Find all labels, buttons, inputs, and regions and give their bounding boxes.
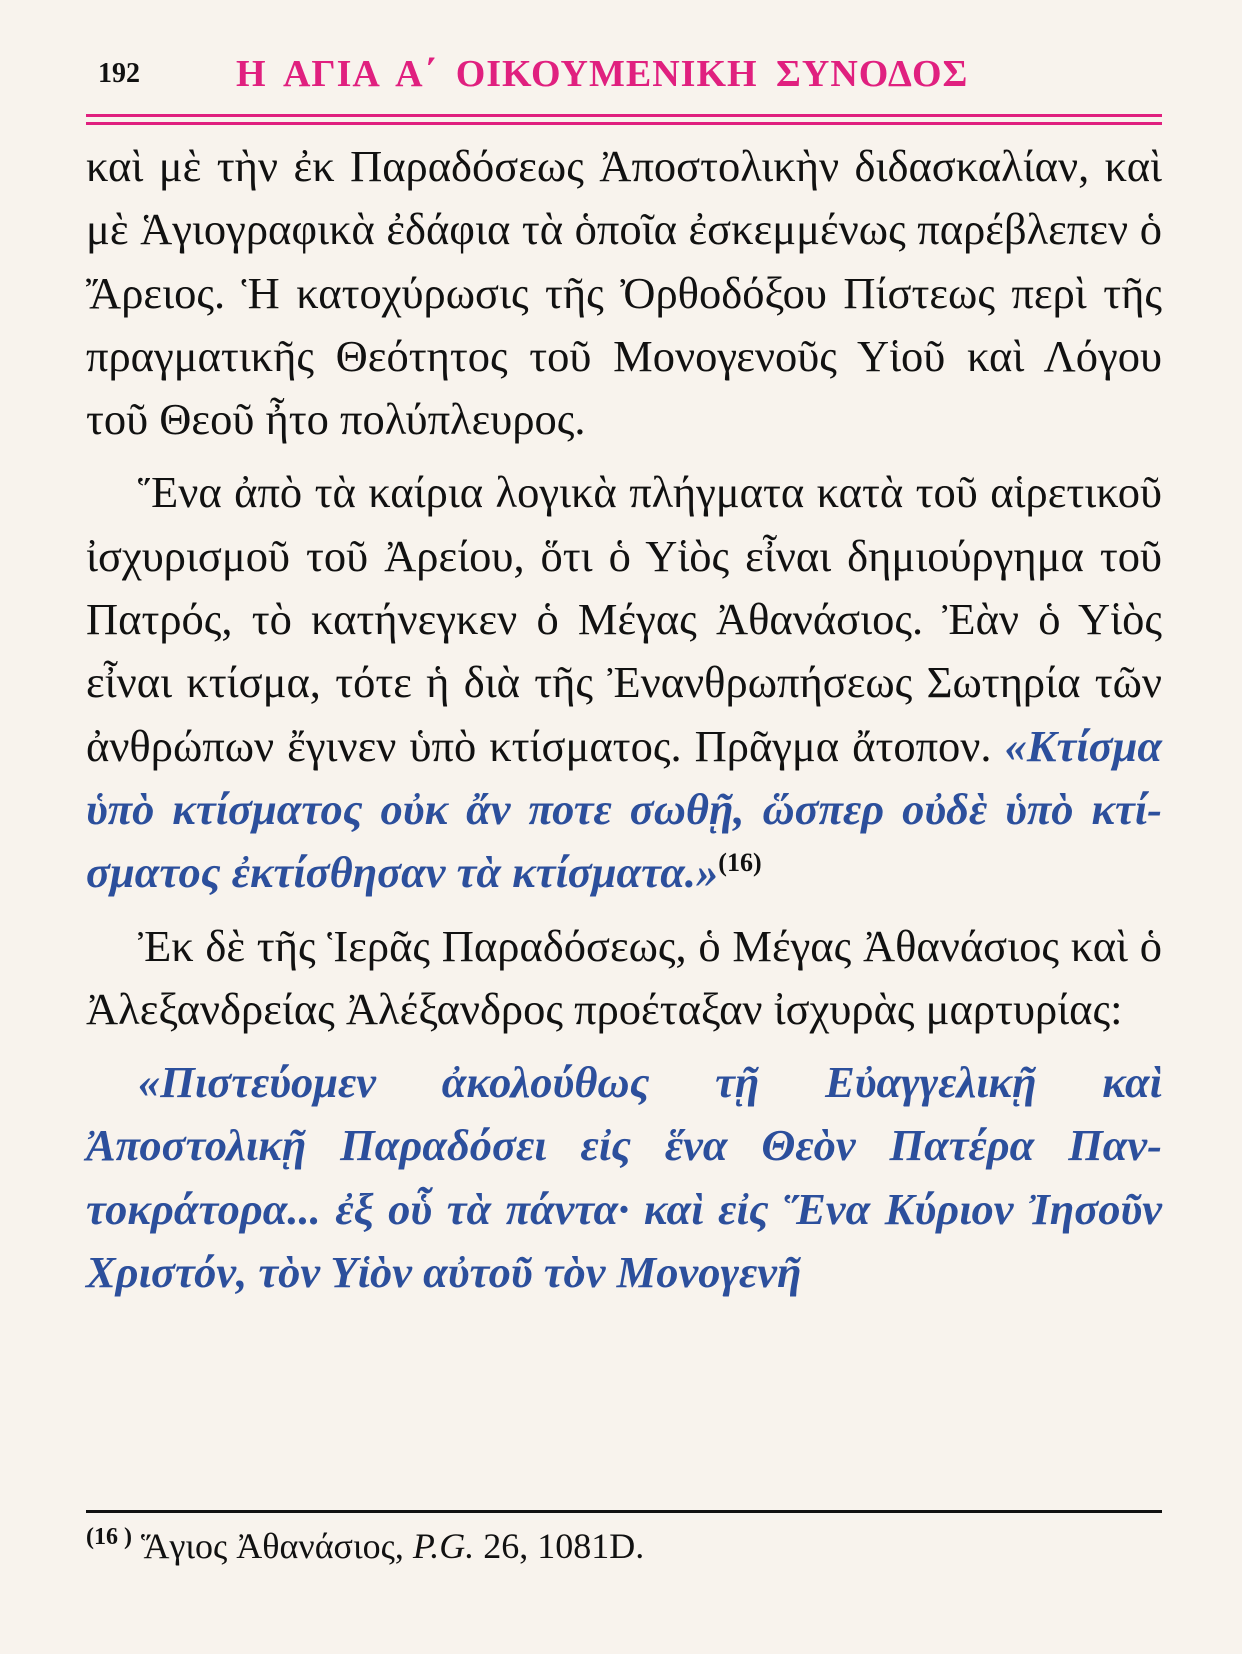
header-rule-top bbox=[86, 114, 1162, 117]
paragraph-1-text: καὶ μὲ τὴν ἐκ Παραδόσεως Ἀποστολικὴν διδασκαλίαν, καὶ μὲ Ἁγιογραφικὰ ἐδάφια τὰ ὁποῖα ἐσκεμμένως παρέβλεπεν ὁ Ἄρειος. Ἡ κατοχύρωσις τῆς Ὀρθοδόξου Πίστεως περὶ τῆς πραγματικῆς Θεότητος τοῦ Μονογενοῦς Υἱοῦ καὶ Λόγου τοῦ Θεοῦ ἦτο πολύπλευρος. bbox=[86, 141, 1162, 445]
page-number: 192 bbox=[98, 58, 140, 89]
footnote-rule bbox=[86, 1510, 1162, 1513]
footnote-reference: (16) bbox=[718, 848, 762, 878]
quote-athanasius: «Κτίσμα ὑπὸ κτίσματος οὐκ ἄν ποτε σωθῇ, ὥσπερ οὐδὲ ὑπὸ κτίσματος ἐκτίσθησαν τὰ κτίσματα.» bbox=[86, 720, 1162, 898]
running-title: Η ΑΓΙΑ Α΄ ΟΙΚΟΥΜΕΝΙΚΗ ΣΥΝΟΔΟΣ bbox=[236, 53, 969, 95]
running-header bbox=[86, 46, 1162, 102]
paragraph-2-text: Ἕνα ἀπὸ τὰ καίρια λογικὰ πλήγματα κατὰ τοῦ αἱρετικοῦ ἰσχυρισμοῦ τοῦ Ἀρείου, ὅτι ὁ Υἱὸς εἶναι δημιούργημα τοῦ Πατρός, τὸ κατήνεγκεν ὁ Μέγας Ἀθανάσιος. Ἐὰν ὁ Υἱὸς εἶναι κτίσμα, τότε ἡ διὰ τῆς Ἐνανθρωπήσεως Σωτηρία τῶν ἀνθρώπων ἔγινεν ὑπὸ κτίσματος. Πρᾶγμα ἄτοπον. bbox=[86, 467, 1162, 771]
footnote-text-before: Ἅγιος Ἀθανάσιος, bbox=[131, 1526, 413, 1566]
header-rule-bottom bbox=[86, 122, 1162, 125]
paragraph-1 bbox=[86, 135, 1162, 451]
paragraph-4-quote bbox=[86, 1051, 1162, 1304]
body-text bbox=[86, 135, 1162, 1304]
paragraph-3 bbox=[86, 915, 1162, 1042]
paragraph-2 bbox=[86, 461, 1162, 904]
paragraph-3-text: Ἐκ δὲ τῆς Ἱερᾶς Παραδόσεως, ὁ Μέγας Ἀθανάσιος καὶ ὁ Ἀλεξανδρείας Ἀλέξανδρος προέταξαν ἰσχυρὰς μαρτυρίας: bbox=[86, 920, 1162, 1034]
footnote bbox=[86, 1522, 1162, 1570]
page bbox=[86, 46, 1162, 1304]
footnote-mark: (16 ) bbox=[86, 1524, 132, 1550]
footnote-text-after: 26, 1081D. bbox=[474, 1526, 645, 1566]
footnote-italic: P.G. bbox=[412, 1526, 475, 1566]
creed-quote: «Πιστεύομεν ἀκολούθως τῇ Εὐαγγελικῇ καὶ Ἀποστολικῇ Παραδόσει εἰς ἕνα Θεὸν Πατέρα Παντοκράτορα... ἐξ οὗ τὰ πάντα· καὶ εἰς Ἕνα Κύριον Ἰησοῦν Χριστόν, τὸν Υἱὸν αὐτοῦ τὸν Μονογενῆ bbox=[86, 1057, 1162, 1298]
